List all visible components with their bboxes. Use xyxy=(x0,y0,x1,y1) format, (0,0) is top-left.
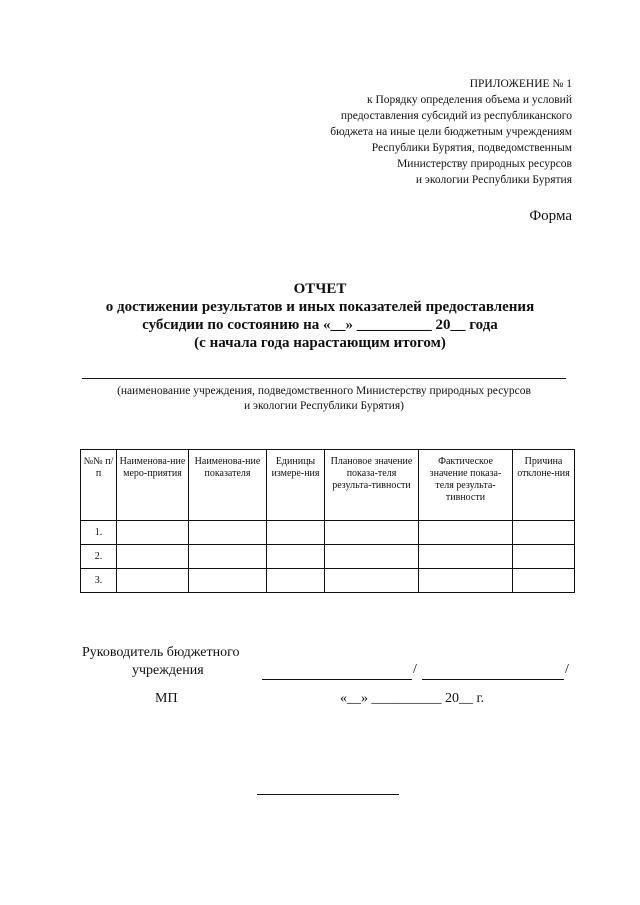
row-number-cell: 2. xyxy=(81,545,117,569)
table-cell[interactable] xyxy=(419,569,513,593)
row-number-cell: 3. xyxy=(81,569,117,593)
table-cell[interactable] xyxy=(513,569,575,593)
table-cell[interactable] xyxy=(325,545,419,569)
report-title xyxy=(0,280,640,352)
appendix-title: ПРИЛОЖЕНИЕ № 1 xyxy=(469,78,572,90)
organization-caption xyxy=(82,384,566,414)
appendix-line: к Порядку определения объема и условий xyxy=(367,94,572,106)
table-cell[interactable] xyxy=(513,521,575,545)
organization-caption-line: (наименование учреждения, подведомственного Министерству природных ресурсов xyxy=(117,385,531,397)
signature-separator: / xyxy=(565,662,569,677)
table-header-row xyxy=(81,450,575,521)
column-header-actual: Фактическое значение показа-теля результа-тивности xyxy=(419,450,513,521)
signature-line[interactable] xyxy=(262,679,412,680)
organization-caption-line: и экологии Республики Бурятия) xyxy=(244,400,404,412)
form-label: Форма xyxy=(529,208,572,224)
table-cell[interactable] xyxy=(117,569,189,593)
appendix-line: предоставления субсидий из республиканского xyxy=(340,110,572,122)
appendix-line: и экологии Республики Бурятия xyxy=(415,174,572,186)
row-number-cell: 1. xyxy=(81,521,117,545)
table-row xyxy=(81,545,575,569)
table-cell[interactable] xyxy=(325,521,419,545)
table-cell[interactable] xyxy=(267,545,325,569)
table-cell[interactable] xyxy=(117,545,189,569)
signature-date[interactable]: «__» __________ 20__ г. xyxy=(340,691,485,706)
column-header-indicator: Наименова-ние показателя xyxy=(189,450,267,521)
appendix-line: бюджета на иные цели бюджетным учреждениям xyxy=(330,126,572,138)
report-title-line: ОТЧЕТ xyxy=(293,281,347,297)
table-cell[interactable] xyxy=(189,545,267,569)
footnote-separator xyxy=(257,794,399,795)
report-subtitle-line: субсидии по состоянию на «__» __________ 20__ года xyxy=(142,317,498,333)
organization-name-line[interactable] xyxy=(82,378,566,379)
report-subtitle-line: (с начала года нарастающим итогом) xyxy=(194,335,446,351)
signature-separator: / xyxy=(413,662,417,677)
table-cell[interactable] xyxy=(267,521,325,545)
appendix-line: Республики Бурятия, подведомственным xyxy=(371,142,572,154)
table-cell[interactable] xyxy=(189,521,267,545)
appendix-block xyxy=(242,76,572,188)
signature-label-cont: учреждения xyxy=(132,663,204,678)
appendix-line: Министерству природных ресурсов xyxy=(397,158,572,170)
table-cell[interactable] xyxy=(117,521,189,545)
table-cell[interactable] xyxy=(189,569,267,593)
column-header-activity: Наименова-ние меро-приятия xyxy=(117,450,189,521)
seal-label: МП xyxy=(155,691,178,706)
table-row xyxy=(81,521,575,545)
name-line[interactable] xyxy=(422,679,564,680)
column-header-planned: Плановое значение показа-теля результа-тивности xyxy=(325,450,419,521)
signature-label: Руководитель бюджетного xyxy=(82,645,240,660)
table-cell[interactable] xyxy=(419,545,513,569)
report-subtitle-line: о достижении результатов и иных показателей предоставления xyxy=(105,299,535,315)
table-cell[interactable] xyxy=(419,521,513,545)
table-row xyxy=(81,569,575,593)
column-header-reason: Причина отклоне-ния xyxy=(513,450,575,521)
table-cell[interactable] xyxy=(267,569,325,593)
column-header-number: №№ п/п xyxy=(81,450,117,521)
column-header-unit: Единицы измере-ния xyxy=(267,450,325,521)
report-table xyxy=(80,449,575,593)
table-cell[interactable] xyxy=(513,545,575,569)
table-cell[interactable] xyxy=(325,569,419,593)
